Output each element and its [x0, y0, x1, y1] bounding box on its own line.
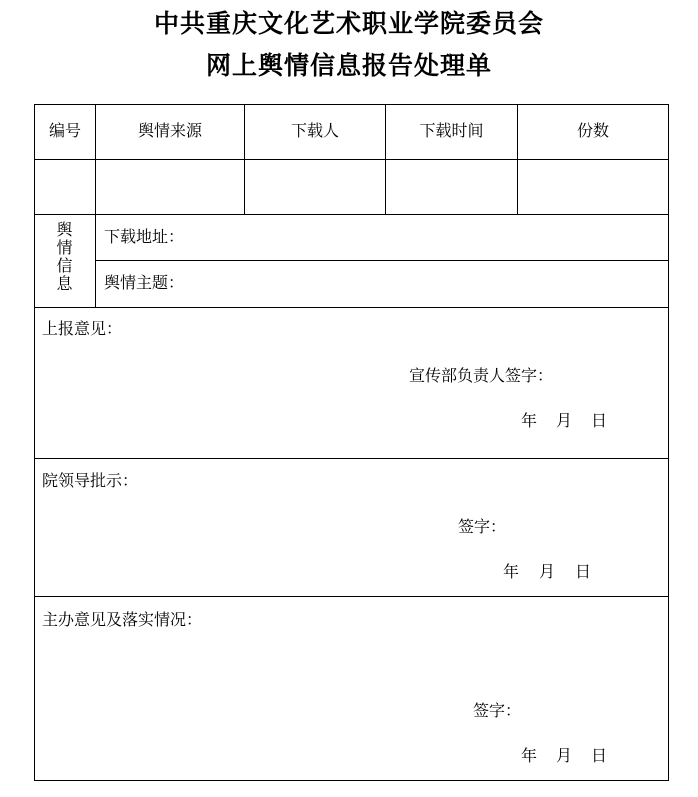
leader-signature-label: 签字： — [458, 517, 507, 536]
opinion-info-char: 舆 — [56, 220, 73, 239]
opinion-topic-label: 舆情主题： — [104, 273, 185, 292]
host-opinion-label: 主办意见及落实情况： — [42, 610, 203, 629]
table-border-info-bottom — [34, 307, 669, 308]
leader-instruction-label: 院领导批示： — [42, 471, 139, 490]
table-border-right — [668, 104, 669, 781]
serial-number-cell[interactable] — [35, 160, 95, 214]
header-copies: 份数 — [576, 121, 609, 140]
table-border-bottom — [34, 780, 669, 781]
report-date-month: 月 — [556, 411, 573, 430]
report-date-year: 年 — [521, 411, 538, 430]
leader-date-year: 年 — [503, 562, 520, 581]
table-border-leader-bottom — [34, 596, 669, 597]
report-opinion-label: 上报意见： — [42, 319, 123, 338]
header-serial-number: 编号 — [48, 121, 81, 140]
download-address-field[interactable] — [190, 216, 660, 258]
downloader-cell[interactable] — [245, 160, 385, 214]
download-address-label: 下载地址： — [104, 227, 185, 246]
opinion-topic-field[interactable] — [190, 262, 660, 305]
header-download-time: 下载时间 — [419, 121, 484, 140]
opinion-source-cell[interactable] — [96, 160, 244, 214]
copies-cell[interactable] — [518, 160, 668, 214]
opinion-info-label — [34, 221, 95, 293]
host-signature-label: 签字： — [473, 701, 522, 720]
host-date-month: 月 — [556, 746, 573, 765]
propaganda-head-signature-label: 宣传部负责人签字： — [409, 366, 554, 385]
leader-date-day: 日 — [575, 562, 592, 581]
header-opinion-source: 舆情来源 — [137, 121, 202, 140]
table-border-top — [34, 104, 669, 105]
table-border-row1-bottom — [34, 214, 669, 215]
document-title-line2: 网上舆情信息报告处理单 — [205, 51, 492, 80]
opinion-info-char: 息 — [56, 274, 73, 293]
download-time-cell[interactable] — [386, 160, 517, 214]
header-downloader: 下载人 — [290, 121, 339, 140]
opinion-info-char: 情 — [56, 238, 73, 257]
leader-date-month: 月 — [539, 562, 556, 581]
report-date-day: 日 — [591, 411, 608, 430]
table-border-report-bottom — [34, 458, 669, 459]
opinion-info-char: 信 — [56, 256, 73, 275]
table-border-info-divider — [95, 260, 669, 261]
document-title-line1: 中共重庆文化艺术职业学院委员会 — [153, 9, 544, 38]
host-date-day: 日 — [591, 746, 608, 765]
host-date-year: 年 — [521, 746, 538, 765]
